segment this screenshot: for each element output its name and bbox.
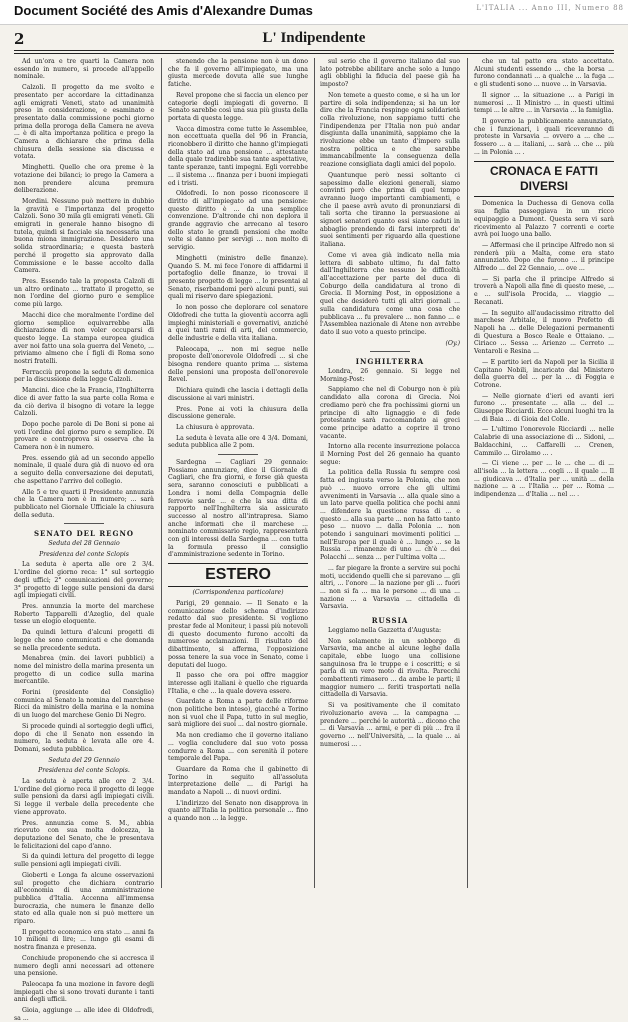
- paragraph: Oldofredi. Io non posso riconoscere il diritto di all'impiegato ad una pensione: questo diritto è ... da una semplice convenzione. D'altronde chi non deplora il grande aggravio che arrecano al tesoro dello stato le grandi pensioni che molte volte si danno per servigi ... non molto di servigio.: [168, 190, 308, 252]
- paragraph: Gioia, aggiunge ... alle idee di Oldofredi, sa ...: [14, 1007, 154, 1022]
- paragraph: Guardare da Roma che il gabinetto di Torino in seguito all'assoluta interpretazione delle ... di Parigi ha mandato a Napoli ... di nuovi ordini.: [168, 765, 308, 797]
- section-heading-russia: RUSSIA: [371, 616, 409, 626]
- paragraph: Macchi dice che moralmente l'ordine del giorno semplice equivarrebbe alla dichiarazione di non voler occuparsi di questo legge. La stampa europea giudica aver noi fatto una sola guerra del Veneto, ... priviamo almeno che i figli di Roma sono nostri fratelli.: [14, 311, 154, 366]
- paragraph: Ma non crediamo che il governo italiano ... voglia concludere dal suo voto possa condurre a Roma ... con serenità il potere temporale del Papa.: [168, 732, 308, 763]
- paragraph-sardegna: Sardegna — Cagliari 29 gennaio: Possiamo annunziare, dice il Giornale di Cagliari, che fra giorni, e forse già questa sera, saranno conosciuti e pubblicati a Londra i nomi della Compagnia delle ferrovie sarde ... e che la sua ditta di rapporto nell'Inghilterra sia assicurato successo al nostro all'intrapresa. Siamo anche informati che il marchese ... nominato commissario regio, rappresenterà con gli interessi della Sardegna ... con tutta la formula presso il consiglio d'amministrazione sedente in Torino.: [168, 459, 308, 559]
- document-banner: [0, 0, 628, 25]
- section-heading-senato: SENATO DEL REGNO: [34, 529, 134, 539]
- paragraph: Come vi avea già indicato nella mia lettera di sabbato ultimo, fu dal fatto dall'Inghilterra che nessuno le difficoltà all'accettazione per parte del duca di Coburgo della candidatura al trono di Grecia. Il Morning Post, in opposizione a quel che desiderò tutti gli altri giornali ... sulla candidatura come una cosa che pubblicava ... fu prevalere ... non fanno ... e l'Assemblea nazionale di Atene non avrebbe dato il suo voto a questo principe.: [320, 251, 460, 336]
- paragraph: Parigi, 29 gennaio. — Il Senato e la comunicazione dello schema d'indirizzo redatto dal suo presidente. Si vogliono prestar fede al Moniteur, i passi più notevoli di questo documento furono accolti da numerose acclamazioni. Il risultato del dibattimento, si afferma, l'opposizione possa tenere la sua voce in Senato, come i deputati del luogo.: [168, 599, 308, 669]
- paragraph: Vacca dimostra come tutte le Assemblee, non eccettuata quella del 96 in Francia, riconobbero il diritto che hanno gl'impiegati della stato ad una pensione ... attestante della quale tradirebbe sua tante aspettative, tante speranze, tanti impegni. Egli vorrebbe ... il sistema ... finanza per i buoni impiegati ed i tristi.: [168, 125, 308, 187]
- paragraph: Sappiamo che nel di Coburgo non è più candidato alla corona di Grecia. Noi crediamo però che fra pochissimi giorni un principe di alto lignaggio e di fede protestante sarà raccomandato ai greci come principe adatto a coprire il trono vacante.: [320, 386, 460, 440]
- paragraph: Si procede quindi al sorteggio degli uffici, dopo di che il Senato non essendo in numero, la seduta è levata alle ore 4. Domani, seduta pubblica.: [14, 722, 154, 753]
- paragraph: Ad un'ora e tre quarti la Camera non essendo in numero, si procede all'appello nominale.: [14, 58, 154, 81]
- paragraph: Quantunque però nessi soltanto ci sapessimo dalle elezioni generali, siamo convinti però che prima di quel tempo avranno luogo importanti cambiamenti, e che il paese avrà avuto di pronunziarsi di tali sorta che tiranno la persuasione ai signori senatori quanto essi siano caduti in abbaglio prendendo di farsi interpreti de' suoi sentimenti per riguardo alla questione italiana.: [320, 171, 460, 249]
- paragraph: Ferracciù propone la seduta di domenica per la discussione della legge Calzoli.: [14, 368, 154, 384]
- paragraph: Il passo che ora poi offre maggior interesse agli italiani è quello che riguarda l'Italia, e che ... la quale doveva essere.: [168, 672, 308, 695]
- paragraph: Si da quindi lettura del progetto di legge sulle pensioni agli impiegati civili.: [14, 853, 154, 869]
- separator: [64, 523, 104, 524]
- paragraph: Intorno alla recente insurrezione polacca il Morning Post del 26 gennaio ha quanto segue:: [320, 443, 460, 466]
- paragraph: Londra, 26 gennaio. Si legge nel Morning-Post:: [320, 368, 460, 383]
- paragraph: Mancini. dice che la Francia, l'Inghilterra dice di aver fatto la sua parte colla Roma e da ciò deriva il bisogno di votare la legge Calzoli.: [14, 387, 154, 418]
- paragraph: Da quindi lettura d'alcuni progetti di legge che sono comunicati e che domanda se nella precedente seduta.: [14, 629, 154, 652]
- column-4: [474, 58, 614, 888]
- paragraph: Pres. Pone ai voti la chiusura della discussione generale.: [168, 405, 308, 421]
- column-2: [168, 58, 308, 888]
- paragraph: Domenica la Duchessa di Genova colla sua figlia passeggiava in un ricco equipaggio a Dumont. Questa sera vi sarà ricevimento al Palazzo 7 correnti e corte avrà poi luogo una ballo.: [474, 200, 614, 239]
- paragraph: Calzoli. Il progetto da me svolto e presentato per accordare la cittadinanza agli emigrati Veneti, stato ad unanimità preso in considerazione, e esaminato e presentato dalla commissione pochi giorno prima della proroga della Camera ne aveva ... è di alta importanza politica e prego la Camera a dichiarare che prima della chiusura della sessione sia discussa e votata.: [14, 84, 154, 161]
- paragraph: Alle 5 e tre quarti il Presidente annunzia che la Camera non è in numero; ... sarà pubblicato nel Giornale Ufficiale la chiusura della seduta.: [14, 488, 154, 519]
- paragraph: Gioberti e Longa fa alcune osservazioni sul progetto che dichiara contrario all'economia di una amministrazione pubblica d'Italia. Accenna all'immensa burocrazia, che numera le finanze dello stato ed alla quale non si può mettere un riparo.: [14, 871, 154, 926]
- section-subtitle: (Corrispondenza particolare): [192, 589, 284, 597]
- paragraph: — In seguito all'audacissimo ritratto del marchese Arbitale, il nuovo Prefetto di Napoli ha ... delle Delegazioni permanenti di Questura a Bosco Reale e Ottaiano. ... Ciriaco ... Sessa ... Arienzo ... Cerreto ... Ventaroli e Resina ...: [474, 309, 614, 356]
- paragraph: La seduta è aperta alle ore 2 3/4. L'ordine del giorno reca il progetto di legge sulle pensioni da darsi agli impiegati civili. Si legge il verbale della precedente che viene approvato.: [14, 778, 154, 816]
- page-number: 2: [14, 30, 25, 48]
- paragraph: Dichiara quindi che lascia i dettagli della discussione ai vari ministri.: [168, 387, 308, 402]
- signature: (Oy.): [445, 339, 460, 347]
- paragraph: Non temete a questo come, e si ha un lor partire di sola indipendenza; si ha un lor dire che la Francia respinge ogni solidarietà colla rivoluzione, non sappiamo tutti che l'indipendenza per l'Italia non può andar disgiunta dalla unanimità, sappiamo che la rivoluzione ebbe un tanto d'impero sulla nostra politica e che sarebbe immancabilmente la conseguenza della reazione consigliata dagli amici del popolo.: [320, 91, 460, 169]
- paragraph: ... far piegare la fronte a servire sui pochi moti, uccidendo quelli che si parevano ... gli altri, ... l'onore ... la nazione per gli ... fuori ... non si fa ... ma le persone ... di una ... nazione ... a Varsavia ... cittadella di Varsavia.: [320, 564, 460, 611]
- paragraph: La politica della Russia fu sempre così fatta ed ingiusta verso la Polonia, che non può ... nuovo orrore che gli ultimi avvenimenti in Varsavia ... alla quale sino a un lato parve quella politica che pochi anni ... difendere la questione russa di ... e questo ... alla sua parte ... non ha fatto tanto peso ... nuovo ... dalla Polonia ... non potendo i sanguinari movimenti politici ... nell'Europa per il quale è ... lungo ... se la Russia ... rimanenze di uno ... ch'è ... dei Polacchi ... senza ... per l'ultima volta ...: [320, 469, 460, 562]
- section-heading-estero: ESTERO: [168, 563, 308, 587]
- paragraph: — Nelle giornate d'ieri ed avanti ieri furono ... presentate ... alla ... del ... Giuseppe Ricciardi. Ecco alcuni luoghi tra la ... di Baia ... di Gioia del Colle.: [474, 392, 614, 423]
- paragraph: La chiusura è approvata.: [176, 423, 255, 431]
- session-presidency: Presidenza del conte Sclopis.: [38, 767, 130, 775]
- column-divider: [467, 58, 468, 888]
- paragraph: Menabrea (min. dei lavori pubblici) a nome del ministro della marina presenta un progetto di un codice sulla marina mercantile.: [14, 655, 154, 686]
- newspaper-masthead: L' Indipendente: [262, 30, 366, 46]
- paragraph: Il signor ... la situazione ... a Parigi in numerosi ... Il Ministro ... in questi ultimi tempi ... le altre ... in Varsavia ... la famiglia.: [474, 91, 614, 115]
- paragraph: Non solamente in un sobborgo di Varsavia, ma anche al alcune leghe dalla capitale, ebbe luogo una collisione sanguinosa fra le truppe e i coscritti; e si parla di un vero moto di rivolta. Parecchi combattenti rimasero ... da ambe le parti; il maggior numero ... feriti trasportati nella cittadella di Varsavia.: [320, 637, 460, 699]
- paragraph: Pres. Essendo tale la proposta Calzoli di un altro ordinato ... trattato il progetto, se non l'ordine del giorno puro e semplice come più largo.: [14, 277, 154, 309]
- column-divider: [314, 58, 315, 888]
- header-rule-secondary: [14, 53, 614, 54]
- paragraph: Il progetto economico era stato ... anni fa 10 milioni di lire; ... lungo gli esami di nostra finanza e presenza.: [14, 928, 154, 952]
- header-rule: [14, 50, 614, 51]
- paragraph: — Affermasi che il principe Alfredo non si renderà più a Malta, come era stato annunziato. Dopo che furono ... il principe Alfredo ... del 22 Gennaio, ... ove ...: [474, 241, 614, 273]
- paragraph: Guardate a Roma a parte delle riforme (non politiche ben inteso), giacché a Torino non si vuol che il Papa, tutto in sul meglio, sarà migliore dei suoi ... dal nostro giornale.: [168, 698, 308, 729]
- paragraph: Pres. annunzia come S. M., abbia ricevuto con sua molta dolcezza, la deputazione del Senato, che le presentava le felicitazioni del capo d'anno.: [14, 819, 154, 850]
- paragraph: La seduta è aperta alle ore 2 3/4. L'ordine del giorno reca: 1° sul sorteggio degli uffici; 2° comunicazioni del governo; 3° progetto di legge sulle pensioni da darsi agli impiegati civili.: [14, 561, 154, 600]
- column-3: [320, 58, 460, 888]
- paragraph: L'indirizzo del Senato non disapprova in quanto all'Italia la politica personale ... fino a quando non ... la legge.: [168, 799, 308, 823]
- paragraph: Io non posso che deplorare col senatore Oldofredi che tutta la gioventù accorra agli impieghi ministeriali e governativi, anziché a quei tanti rami di arti, del commercio, delle industrie e della vita italiana.: [168, 304, 308, 342]
- column-divider: [161, 58, 162, 888]
- banner-title: Document Société des Amis d'Alexandre Dumas: [14, 3, 313, 18]
- section-heading-cronaca: CRONACA E FATTI DIVERSI: [474, 161, 614, 197]
- paragraph: Minghetti (ministro delle finanze). Quando S. M. mi fece l'onore di affidarmi il portafoglio delle finanze, io trovai il presente progetto di legge ... lo presentai al Senato, riserbandomi però alcuni punti, sui quali mi riservo dare spiegazioni.: [168, 254, 308, 301]
- paragraph: che un tal patto era stato accettato. Alcuni studenti essendo ... che la borsa ... furono condannati ... a qualche ... la fuga ... e gli studenti sono ... nuove ... in Varsavia.: [474, 58, 614, 89]
- paragraph: — Si parla che il principe Alfredo si troverà a Napoli alla fine di questo mese, ... e ... sull'isola Procida, ... viaggio ... Recanati.: [474, 275, 614, 306]
- paragraph: — Ci viene ... per ... le ... che ... di ... all'isola ... la lettera ... cogli ... il quale ... Il ... giudicava ... d'Italia per ... unità ... della nazione ... a ... l'Italia ... per ... Roma ... indipendenza ... d'Italia ... nel ... .: [474, 460, 614, 499]
- section-heading-inghilterra: INGHILTERRA: [355, 357, 425, 367]
- paragraph: Minghetti. Quello che ora preme è la votazione dei bilanci; io prego la Camera a non prendere alcuna premura deliberazione.: [14, 164, 154, 195]
- paragraph: Leggiamo nella Gazzetta d'Augusta:: [328, 626, 442, 634]
- bleed-through-text: L'ITALIA ... Anno III, Numero 88: [476, 4, 624, 12]
- paragraph: Mordini. Nessuno può mettere in dubbio la gravità e l'importanza del progetto Calzoli. Sono 30 mila gli emigrati veneti. Gli emigrati in generale hanno bisogno di tutela, quindi si facciale sia necessaria una buona miona immigrazione. Desidero una solida straordinaria; e questa basterà perché il progetto sia approvato dalla Commissione e le basse accolto dalla Camera.: [14, 197, 154, 275]
- session-title: Seduta del 28 Gennaio: [48, 540, 120, 548]
- paragraph: — E partito ieri da Napoli per la Sicilia il Capitano Nobili, incaricato dal Ministero della guerra del ... per la ... di Foggia e Cotrone.: [474, 358, 614, 389]
- paragraph: Conchiude proponendo che si accresca il numero degli anni necessari ad ottenere una pensione.: [14, 954, 154, 978]
- paragraph: Pres. essendo già ad un secondo appello nominale, il quale dura già di nuovo ed ora a seguito della conversazione dei deputati, che aspettano l'arrivo del collegio.: [14, 454, 154, 485]
- session-title: Seduta del 29 Gennaio: [48, 756, 120, 764]
- paragraph: Paleocapa, ... non mi segue nelle proposte dell'onorevole Oldofredi ... sì che bisogna rendere quanto prima ... sistema delle pensioni una proposta dell'onorevole Revel.: [168, 345, 308, 384]
- separator: [218, 454, 258, 455]
- session-presidency: Presidenza del conte Sclopis: [39, 550, 129, 558]
- paragraph: Si va positivamente che il comitato rivoluzionario aveva ... la campagna ... prendere ... perché le autorità ... dicono che ... di Varsavia ... armi, e per di più ... fra il governo ... nell'Università, ... la quale ... ai numerosi ... .: [320, 702, 460, 748]
- paragraph: Il governo la pubblicamente annunziato, che i funzionari, i quali riceveranno di proteste in Varsavia ... ovvero a ... che ... fossero ... a ... italiani, ... sarà ... che ... più ... in Polonia ... .: [474, 117, 614, 156]
- paragraph: Pres. annunzia la morte del marchese Roberto Tapparelli d'Azeglio, del quale tesse un elogio eloquente.: [14, 603, 154, 626]
- paragraph: Dopo poche parole di De Boni si pone ai voti l'ordine del giorno puro e semplice. Di provare e controprova si osserva che la Camera non è in numero.: [14, 420, 154, 452]
- paragraph: sul serio che il governo italiano dal suo lato potrebbe abilitare anche solo a lungo agli obblighi la fiducia del paese già ha imposto?: [320, 58, 460, 89]
- paragraph: Revel propone che si faccia un elenco per categorie degli impiegati di governo. Il Senato sarebbe così una sua più giusta della portata di questa legge.: [168, 91, 308, 122]
- separator: [370, 351, 410, 352]
- paragraph: Forini (presidente del Consiglio) comunica al Senato la nomina del marchese Ricci da ministro della marina e la nomina di un luogo del marchese Genio Di Negro.: [14, 689, 154, 720]
- paragraph: — L'ultimo l'onorevole Ricciardi ... nelle Calabrie di una associazione di ... Sidoni, ... Baldacchini, ... Caffarelli ... Crenen, Cammilo ... Girolamo ... .: [474, 426, 614, 457]
- paragraph: La seduta è levata alle ore 4 3/4. Domani, seduta pubblica alle 2 pom.: [168, 434, 308, 450]
- paragraph: stenendo che la pensione non è un dono che fa il governo all'impiegato, ma una giusta mercede dovuta alle sue lunghe fatiche.: [168, 58, 308, 89]
- paragraph: Paleocapa fa una mozione in favore degli impiegati che si sono trovati durante i tanti anni degli ufficii.: [14, 980, 154, 1004]
- column-1: [14, 58, 154, 1022]
